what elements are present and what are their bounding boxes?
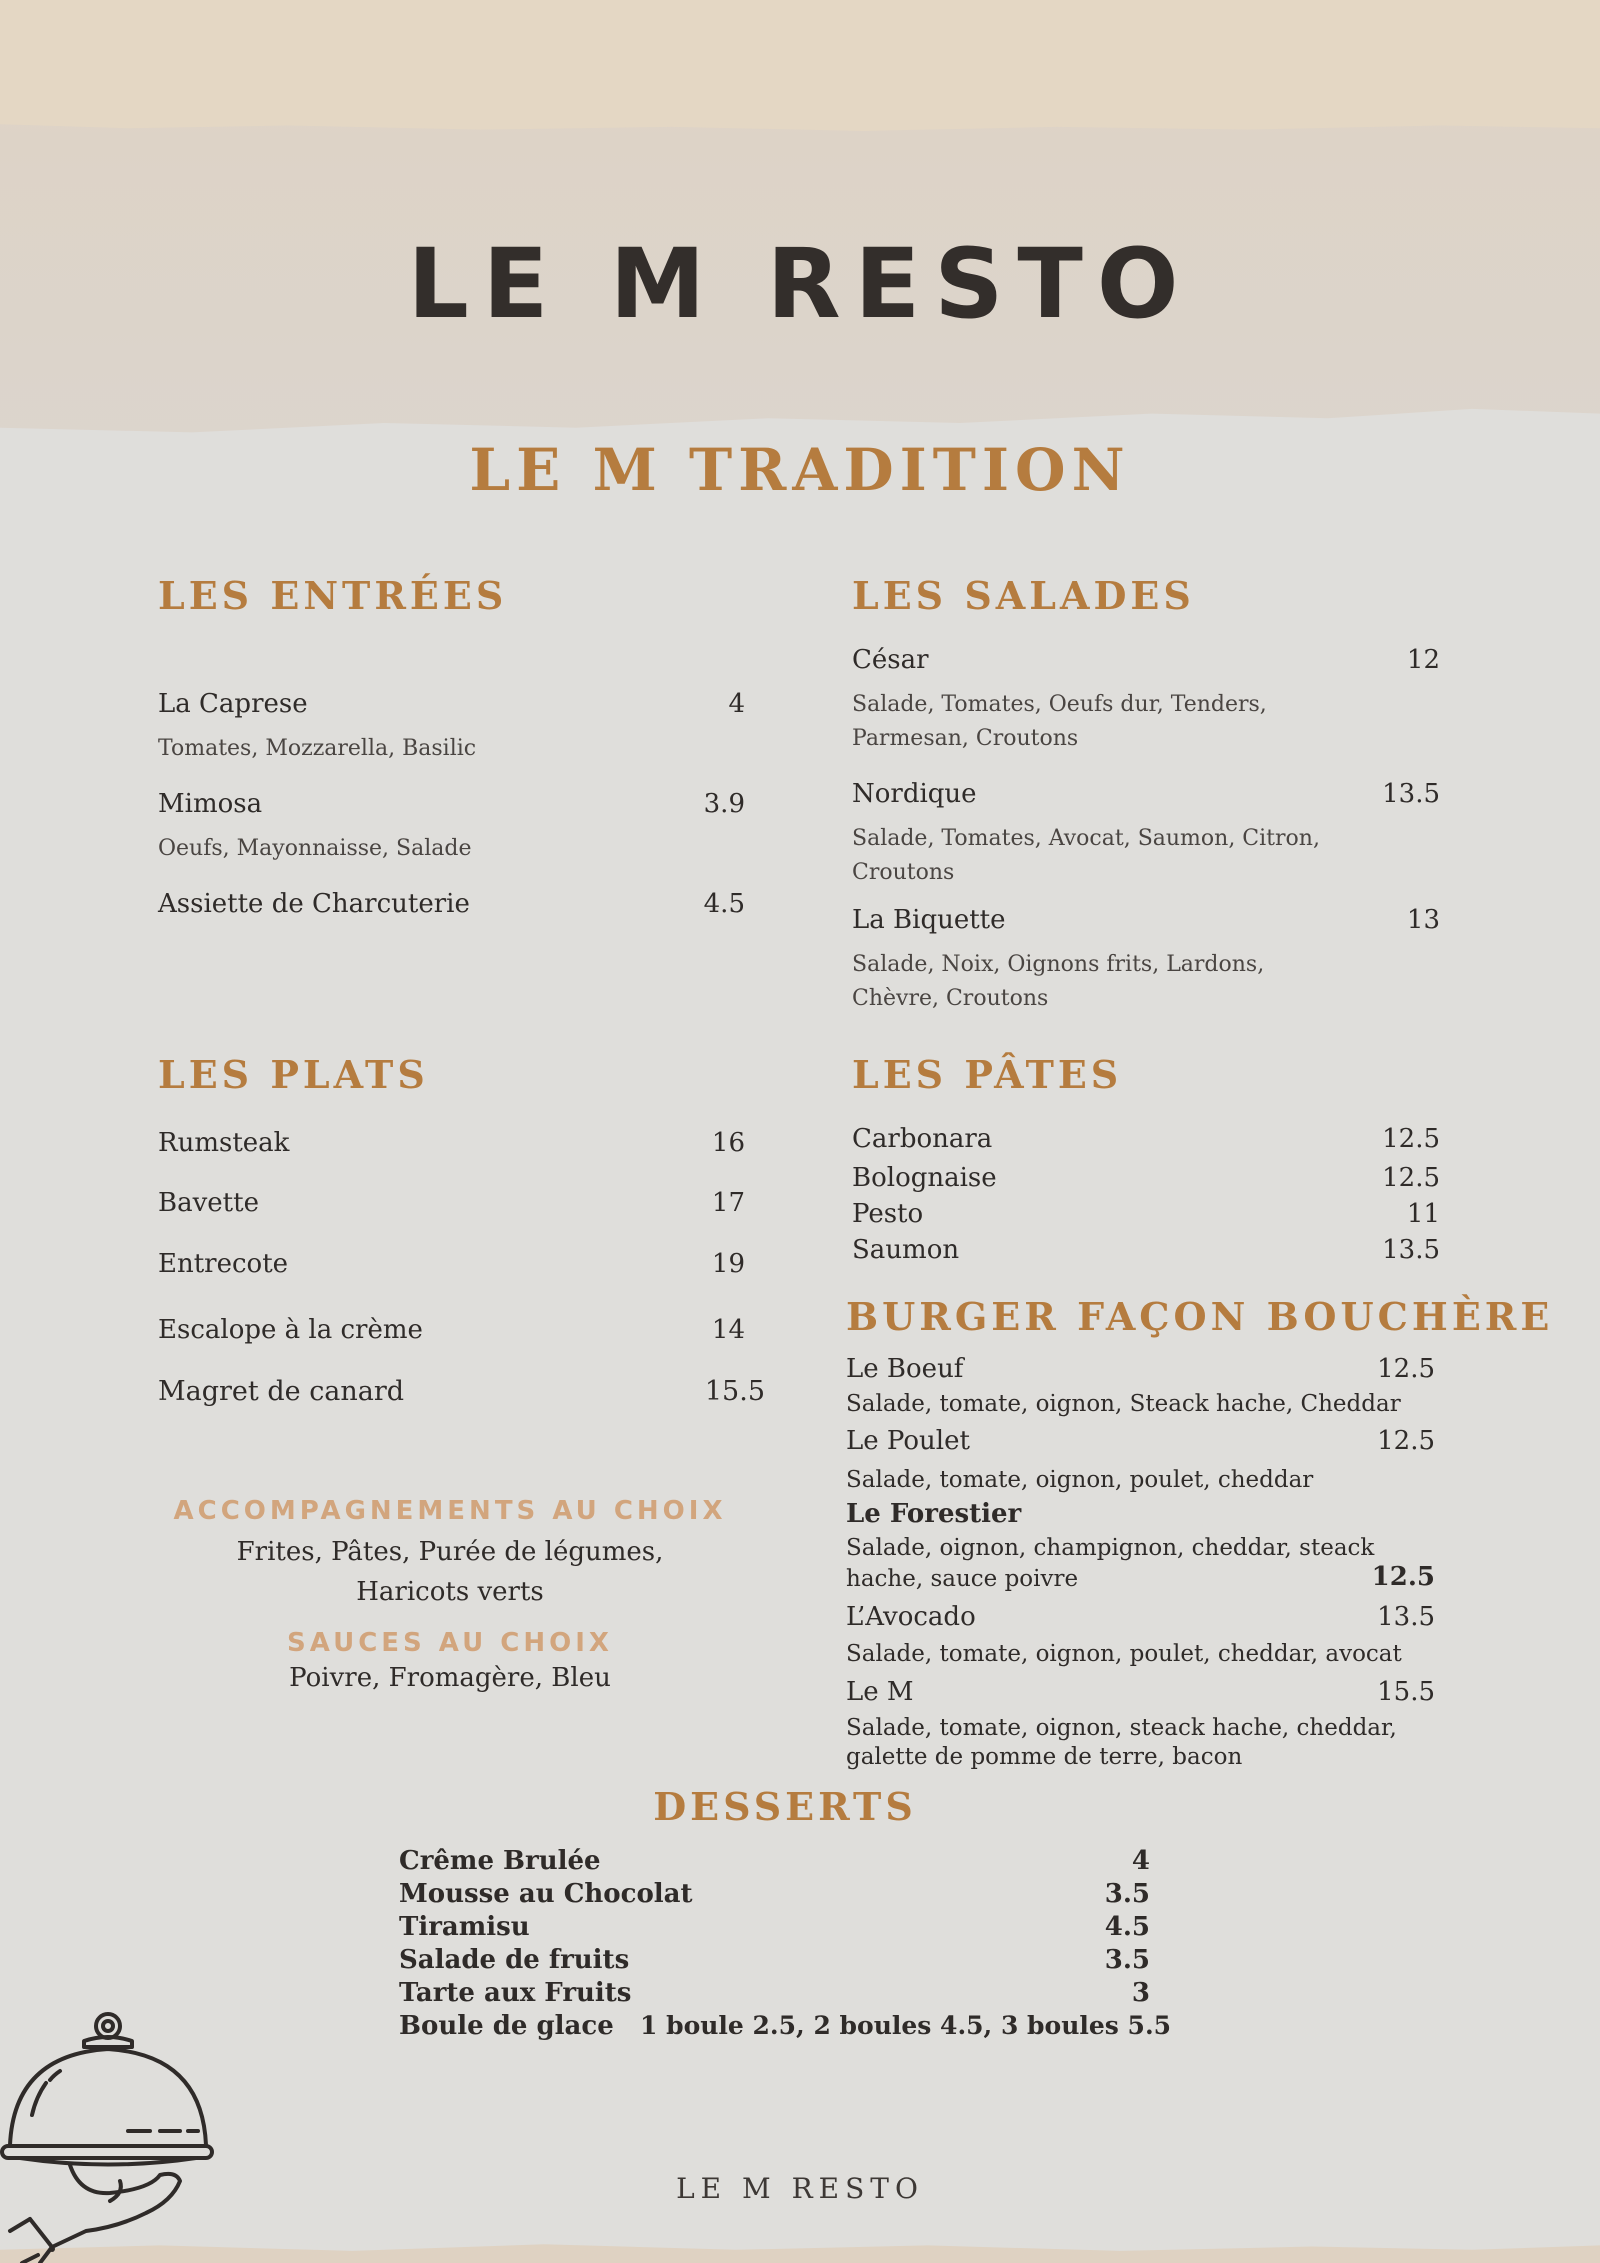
dessert-price: 3: [1131, 1978, 1150, 2008]
burger-desc: Salade, tomate, oignon, poulet, cheddar, avocat: [846, 1641, 1402, 1667]
accompagnements-text: Frites, Pâtes, Purée de légumes, Haricots verts: [236, 1537, 664, 1607]
dessert-name: Salade de fruits: [399, 1945, 630, 1975]
menu-subtitle: LE M TRADITION: [469, 436, 1131, 504]
cloche-serving-tray-icon: [0, 2005, 220, 2263]
section-title-burger: BURGER FAÇON BOUCHÈRE: [846, 1294, 1554, 1339]
dessert-price: 1 boule 2.5, 2 boules 4.5, 3 boules 5.5: [640, 2011, 1172, 2040]
salade-desc: Salade, Tomates, Avocat, Saumon, Citron, Croutons: [852, 826, 1320, 885]
plat-price: 17: [711, 1188, 745, 1218]
plat-name: Magret de canard: [158, 1376, 405, 1407]
pates-price: 12.5: [1382, 1124, 1440, 1154]
dessert-price: 3.5: [1104, 1945, 1150, 1975]
entree-price: 4: [728, 689, 745, 719]
plat-name: Escalope à la crème: [158, 1315, 423, 1345]
burger-price: 12.5: [1377, 1426, 1435, 1456]
dessert-name: Mousse au Chocolat: [399, 1879, 693, 1909]
section-title-salades: LES SALADES: [852, 573, 1195, 618]
salade-price: 12: [1406, 645, 1440, 675]
entree-price: 3.9: [703, 789, 745, 819]
pates-name: Carbonara: [852, 1124, 993, 1154]
burger-desc: galette de pomme de terre, bacon: [846, 1744, 1243, 1770]
plat-price: 16: [711, 1128, 745, 1158]
burger-name: L’Avocado: [846, 1602, 976, 1632]
burger-price: 13.5: [1377, 1602, 1435, 1632]
salade-desc: Salade, Noix, Oignons frits, Lardons, Chèvre, Croutons: [852, 952, 1265, 1011]
entree-price: 4.5: [703, 889, 745, 919]
salade-name: César: [852, 645, 929, 675]
pates-name: Pesto: [852, 1199, 924, 1229]
burger-name: Le M: [846, 1677, 914, 1707]
plat-name: Bavette: [158, 1188, 259, 1218]
accompagnements-title: ACCOMPAGNEMENTS AU CHOIX: [173, 1496, 727, 1526]
sauces-text: Poivre, Fromagère, Bleu: [289, 1663, 611, 1693]
plat-price: 14: [711, 1315, 745, 1345]
plat-price: 19: [711, 1249, 745, 1279]
entree-name: Mimosa: [158, 789, 263, 819]
burger-desc: Salade, tomate, oignon, Steack hache, Cheddar: [846, 1391, 1401, 1417]
salade-name: Nordique: [852, 779, 977, 809]
entree-desc: Tomates, Mozzarella, Basilic: [158, 736, 477, 761]
section-title-plats: LES PLATS: [158, 1052, 429, 1097]
dessert-name: Crême Brulée: [399, 1846, 601, 1876]
pates-name: Saumon: [852, 1235, 960, 1265]
dessert-name: Tiramisu: [399, 1912, 530, 1942]
dessert-name: Boule de glace: [399, 2011, 614, 2041]
dessert-price: 4.5: [1104, 1912, 1150, 1942]
burger-name: Le Poulet: [846, 1426, 970, 1456]
dessert-price: 3.5: [1104, 1879, 1150, 1909]
burger-desc: Salade, tomate, oignon, poulet, cheddar: [846, 1467, 1314, 1493]
burger-price: 12.5: [1371, 1562, 1435, 1592]
burger-name: Le Boeuf: [846, 1354, 964, 1384]
plat-name: Rumsteak: [158, 1128, 290, 1158]
pates-price: 13.5: [1382, 1235, 1440, 1265]
plat-name: Entrecote: [158, 1249, 289, 1279]
burger-desc: hache, sauce poivre: [846, 1566, 1079, 1592]
entree-name: La Caprese: [158, 689, 308, 719]
pates-name: Bolognaise: [852, 1163, 997, 1193]
section-title-entrees: LES ENTRÉES: [158, 573, 508, 618]
burger-price: 15.5: [1377, 1677, 1435, 1707]
section-title-desserts: DESSERTS: [653, 1784, 917, 1829]
burger-desc: Salade, oignon, champignon, cheddar, steack: [846, 1535, 1375, 1561]
sauces-title: SAUCES AU CHOIX: [287, 1628, 613, 1658]
dessert-name: Tarte aux Fruits: [399, 1978, 632, 2008]
pates-price: 11: [1406, 1199, 1440, 1229]
torn-paper-strip: [0, 0, 1600, 135]
salade-price: 13: [1406, 905, 1440, 935]
dessert-price: 4: [1131, 1846, 1150, 1876]
torn-paper-footer: [0, 2241, 1600, 2263]
section-title-pates: LES PÂTES: [852, 1052, 1123, 1097]
entree-desc: Oeufs, Mayonnaisse, Salade: [158, 836, 472, 861]
burger-desc: Salade, tomate, oignon, steack hache, cheddar,: [846, 1715, 1397, 1741]
salade-name: La Biquette: [852, 905, 1006, 935]
salade-price: 13.5: [1382, 779, 1440, 809]
restaurant-logo: LE M RESTO: [407, 228, 1193, 340]
plat-price: 15.5: [704, 1376, 765, 1407]
pates-price: 12.5: [1382, 1163, 1440, 1193]
salade-desc: Salade, Tomates, Oeufs dur, Tenders, Parmesan, Croutons: [852, 692, 1267, 751]
burger-name: Le Forestier: [846, 1499, 1022, 1529]
footer-brand: LE M RESTO: [676, 2172, 924, 2205]
burger-price: 12.5: [1377, 1354, 1435, 1384]
entree-name: Assiette de Charcuterie: [158, 889, 470, 919]
